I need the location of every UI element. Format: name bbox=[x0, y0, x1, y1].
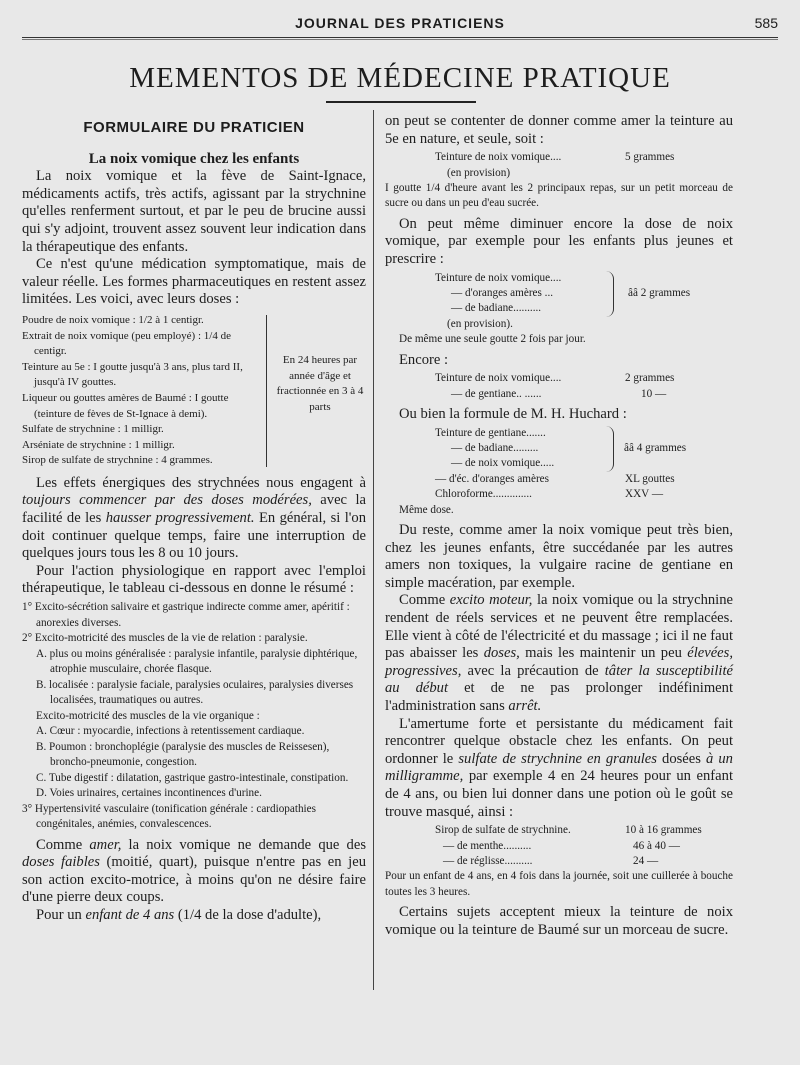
dose-item: Extrait de noix vomique (peu employé) : 1/4 de centigr. bbox=[22, 329, 231, 358]
text-run: la noix vomique ou la strychnine rendent de réels services et ne peuvent être remplacées. Elle vient à côté de l'électricité et du massage ; ici il ne faut pas abaisser les bbox=[385, 592, 733, 662]
emphasis: à un milligramme, bbox=[385, 750, 733, 785]
text-run: Comme bbox=[36, 836, 90, 853]
formula-line: — de badiane......... bbox=[451, 442, 539, 455]
paragraph: On peut même diminuer encore la dose de noix vomique, par exemple pour les enfants plus jeunes et prescrire : bbox=[385, 215, 733, 267]
formula-4 bbox=[385, 426, 733, 518]
header-rule bbox=[22, 39, 778, 40]
formula-line: — de menthe.......... bbox=[443, 839, 532, 852]
dose-table bbox=[22, 313, 366, 469]
text-run: avec la précaution de bbox=[461, 662, 605, 679]
paragraph: Encore : bbox=[399, 351, 449, 368]
formula-qty: XXV — bbox=[625, 488, 664, 501]
formula-line: — de gentiane.. ...... bbox=[451, 387, 542, 400]
dose-item: Poudre de noix vomique : 1/2 à 1 centigr. bbox=[22, 313, 204, 326]
formula-line: Teinture de gentiane....... bbox=[435, 426, 546, 439]
formula-qty: 10 à 16 grammes bbox=[625, 824, 702, 837]
right-column bbox=[385, 113, 733, 939]
list-item: 1° Excito-sécrétion salivaire et gastrique indirecte comme amer, apéritif : anorexies diverses. bbox=[22, 601, 350, 629]
text-run: et de ne pas prolonger indéfiniment l'administration sans bbox=[385, 680, 734, 714]
formula-2 bbox=[385, 271, 733, 348]
list-item: D. Voies urinaires, certaines incontinences d'urine. bbox=[36, 787, 262, 800]
dose-item: Sulfate de strychnine : 1 milligr. bbox=[22, 423, 164, 436]
formula-qty: 5 grammes bbox=[625, 151, 675, 164]
formula-5 bbox=[385, 823, 733, 900]
emphasis: élevées, progressives, bbox=[385, 645, 733, 679]
formula-line: Sirop de sulfate de strychnine. bbox=[435, 824, 571, 837]
paragraph: Ou bien la formule de M. H. Huchard : bbox=[399, 406, 627, 423]
action-list bbox=[22, 600, 366, 833]
formula-note: Pour un enfant de 4 ans, en 4 fois dans la journée, soit une cuillerée à bouche toutes les 3 heures. bbox=[385, 870, 733, 898]
formula-line: — d'éc. d'oranges amères bbox=[435, 472, 549, 485]
formula-line: Chloroforme.............. bbox=[435, 488, 532, 501]
paragraph: La noix vomique et la fève de Saint-Ignace, médicaments actifs, très actifs, agissant par la strychnine qu'elles renferment surtout, et par le peu de brucine aussi qui s'y adjoint, trouvent assez souvent leur indication dans la thérapeutique des enfants. bbox=[22, 168, 366, 255]
formula-qty: 24 — bbox=[633, 854, 659, 867]
text-run: L'amertume forte et persistante du médicament fait rencontrer quelque obstacle chez les enfants. On peut ordonner le bbox=[385, 715, 733, 767]
text-run: mais les maintenir un peu bbox=[519, 645, 688, 662]
emphasis: hausser progressivement. bbox=[105, 510, 255, 527]
left-column bbox=[22, 113, 366, 925]
formula-line: Teinture de noix vomique.... bbox=[435, 271, 562, 284]
text-run: (1/4 de la dose d'adulte), bbox=[174, 906, 322, 923]
paragraph bbox=[22, 475, 366, 563]
list-item: Excito-motricité des muscles de la vie organique : bbox=[36, 709, 260, 722]
paragraph bbox=[22, 837, 366, 907]
formula-qty: ââ 4 grammes bbox=[624, 441, 687, 454]
formula-3 bbox=[385, 371, 733, 402]
dose-item: Liqueur ou gouttes amères de Baumé : I goutte (teinture de fèves de St-Ignace à demi). bbox=[22, 391, 229, 420]
formula-qty: 2 grammes bbox=[625, 372, 675, 385]
formula-qty: 46 à 40 — bbox=[633, 839, 680, 852]
text-run: avec la facilité de les bbox=[22, 492, 367, 527]
brace bbox=[262, 313, 274, 469]
formula-line: (en provision). bbox=[447, 317, 513, 330]
running-header bbox=[22, 13, 778, 38]
text-run: Comme bbox=[399, 592, 450, 609]
dose-item: Arséniate de strychnine : 1 milligr. bbox=[22, 438, 175, 451]
list-item: B. Poumon : bronchoplégie (paralysie des muscles de Reissesen), broncho-pneumonie, congestion. bbox=[36, 740, 330, 769]
formula-line: — de noix vomique..... bbox=[451, 457, 555, 470]
dose-note: En 24 heures par année d'âge et fractionnée en 3 à 4 parts bbox=[276, 353, 364, 413]
paragraph: Certains sujets acceptent mieux la teinture de noix vomique ou la teinture de Baumé sur un morceau de sucre. bbox=[385, 904, 733, 938]
dose-list bbox=[22, 313, 262, 469]
text-run: Pour un bbox=[36, 906, 86, 923]
formula-line: Teinture de noix vomique.... bbox=[435, 372, 562, 385]
formula-line: — de badiane.......... bbox=[451, 302, 542, 315]
emphasis: arrêt. bbox=[508, 698, 542, 714]
formula-line: (en provision) bbox=[447, 166, 511, 179]
formula-qty: XL gouttes bbox=[625, 472, 675, 485]
paragraph bbox=[385, 716, 733, 822]
emphasis: enfant de 4 ans bbox=[85, 906, 175, 923]
page-number: 585 bbox=[754, 15, 778, 31]
formula-note: De même une seule goutte 2 fois par jour. bbox=[399, 333, 586, 346]
emphasis: toujours commencer par des doses modérées, bbox=[22, 492, 312, 509]
text-run: (moitié, quart), puisque n'entre pas en jeu son action excito-motrice, à moins qu'on ne désire faire d'une pierre deux coups. bbox=[22, 854, 366, 906]
formula-1 bbox=[385, 150, 733, 212]
text-run: En général, si l'on doit continuer quelque temps, faire une interruption de quelques jours tous les 8 ou 10 jours. bbox=[22, 510, 366, 562]
section-heading: FORMULAIRE DU PRATICIEN bbox=[83, 119, 305, 136]
emphasis: doses faibles bbox=[22, 854, 100, 871]
text-run: par exemple 4 en 24 heures pour un enfant de 4 ans, ou bien lui donner dans une potion où le goût se trouve masqué, ainsi : bbox=[385, 768, 733, 820]
emphasis: sulfate de strychnine en granules bbox=[458, 750, 657, 767]
formula-line: — de réglisse.......... bbox=[443, 854, 533, 867]
list-item: A. Cœur : myocardie, infections à retentissement cardiaque. bbox=[36, 725, 305, 738]
dose-item: Sirop de sulfate de strychnine : 4 grammes. bbox=[22, 454, 213, 467]
formula-note: I goutte 1/4 d'heure avant les 2 principaux repas, sur un petit morceau de sucre ou dans un peu d'eau sucrée. bbox=[385, 182, 733, 210]
list-item: B. localisée : paralysie faciale, paralysies oculaires, paralysies diverses localisées, traumatiques ou autres. bbox=[36, 678, 354, 707]
emphasis: amer, bbox=[89, 836, 122, 853]
text-run: Les effets énergiques des strychnées nous engagent à bbox=[36, 474, 366, 491]
formula-note: Même dose. bbox=[399, 503, 454, 516]
list-item: 2° Excito-motricité des muscles de la vie de relation : paralysie. bbox=[22, 632, 308, 645]
paragraph: Ce n'est qu'une médication symptomatique, mais de valeur réelle. Les formes pharmaceutiques en restent assez limitées. Les voici, avec leurs doses : bbox=[22, 256, 366, 308]
paragraph bbox=[22, 907, 366, 925]
journal-title: JOURNAL DES PRATICIENS bbox=[295, 15, 505, 31]
emphasis: tâter la susceptibilité au début bbox=[385, 662, 733, 697]
formula-line: — d'oranges amères ... bbox=[451, 287, 554, 299]
text-run: dosées bbox=[656, 750, 707, 767]
formula-qty: ââ 2 grammes bbox=[628, 286, 691, 299]
list-item: 3° Hypertensivité vasculaire (tonification générale : cardiopathies congénitales, anémies, convalescences. bbox=[22, 802, 316, 831]
article-subtitle: La noix vomique chez les enfants bbox=[88, 150, 300, 167]
list-item: A. plus ou moins généralisée : paralysie infantile, paralysie diphtérique, atrophie musculaire, chorée flasque. bbox=[36, 647, 358, 676]
paragraph bbox=[385, 592, 733, 715]
dose-item: Teinture au 5e : I goutte jusqu'à 3 ans, plus tard II, jusqu'à IV gouttes. bbox=[22, 360, 243, 389]
emphasis: excito moteur, bbox=[449, 592, 533, 609]
page-title: MEMENTOS DE MÉDECINE PRATIQUE bbox=[129, 62, 671, 94]
paragraph: on peut se contenter de donner comme amer la teinture au 5e en nature, et seule, soit : bbox=[385, 113, 733, 147]
formula-line: Teinture de noix vomique.... bbox=[435, 151, 562, 164]
list-item: C. Tube digestif : dilatation, gastrique gastro-intestinale, constipation. bbox=[36, 771, 349, 784]
title-rule bbox=[326, 101, 476, 103]
paragraph: Pour l'action physiologique en rapport avec l'emploi thérapeutique, le tableau ci-dessous en donne le résumé : bbox=[22, 562, 366, 597]
paragraph: Du reste, comme amer la noix vomique peut très bien, chez les jeunes enfants, être succédanée par les autres amers non toxiques, la vulgaire racine de gentiane en simple macération, par exemple. bbox=[385, 522, 733, 591]
emphasis: doses, bbox=[483, 645, 520, 662]
text-run: la noix vomique ne demande que des bbox=[121, 836, 366, 853]
formula-qty: 10 — bbox=[641, 387, 667, 400]
column-divider bbox=[373, 110, 374, 990]
